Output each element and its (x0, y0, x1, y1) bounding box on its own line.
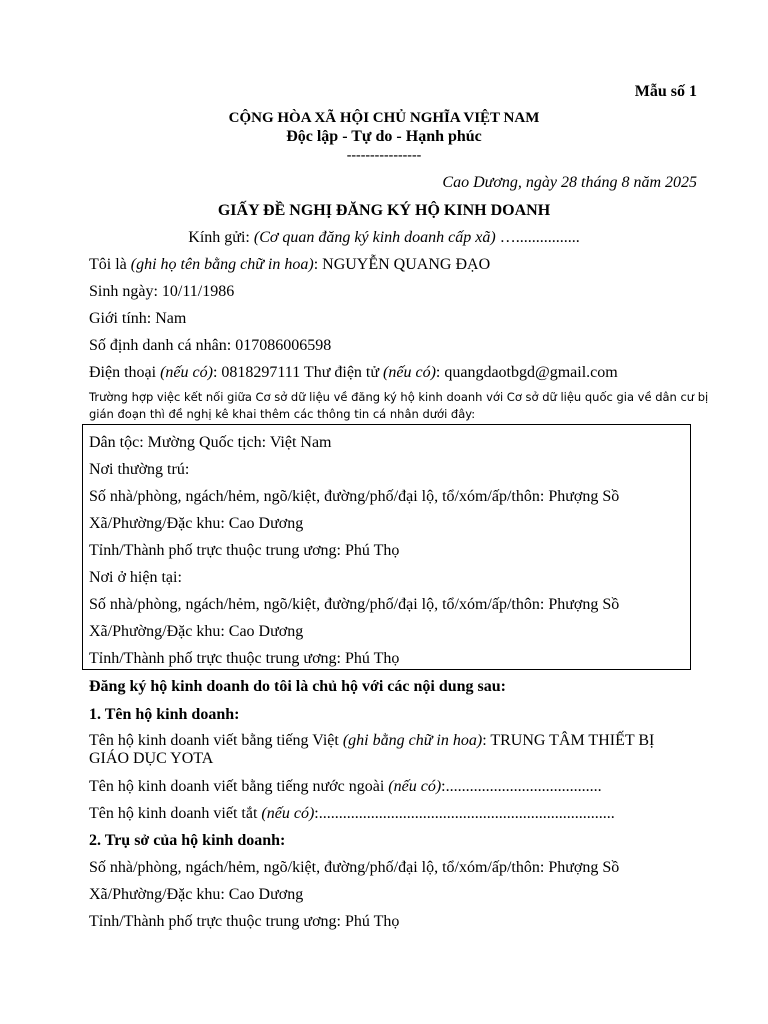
phone-hint: (nếu có) (160, 364, 213, 381)
country-heading: CỘNG HÒA XÃ HỘI CHỦ NGHĨA VIỆT NAM (228, 110, 540, 126)
business-name-short-label: Tên hộ kinh doanh viết tắt (89, 805, 262, 822)
business-name-foreign-label: Tên hộ kinh doanh viết bằng tiếng nước ngoài (89, 778, 389, 795)
permanent-ward: Xã/Phường/Đặc khu: Cao Dương (89, 515, 304, 532)
business-name-viet-label: Tên hộ kinh doanh viết bằng tiếng Việt (89, 732, 343, 749)
document-title: GIẤY ĐỀ NGHỊ ĐĂNG KÝ HỘ KINH DOANH (217, 202, 551, 219)
id-number: Số định danh cá nhân: 017086006598 (89, 337, 332, 354)
headquarters-province: Tỉnh/Thành phố trực thuộc trung ương: Phú Thọ (89, 913, 400, 930)
phone-label: Điện thoại (89, 364, 161, 381)
registration-intro: Đăng ký hộ kinh doanh do tôi là chủ hộ với các nội dung sau: (89, 678, 506, 695)
business-name-vietnamese (89, 731, 654, 751)
permanent-street: Số nhà/phòng, ngách/hẻm, ngõ/kiệt, đường/phố/đại lộ, tổ/xóm/ấp/thôn: Phượng Sồ (89, 488, 620, 505)
permanent-residence-label: Nơi thường trú: (89, 461, 190, 478)
applicant-name-hint: (ghi họ tên bằng chữ in hoa) (130, 256, 314, 273)
recipient-value: (Cơ quan đăng ký kinh doanh cấp xã) (253, 229, 496, 246)
business-name-short (89, 804, 615, 824)
ethnicity-nationality: Dân tộc: Mường Quốc tịch: Việt Nam (89, 434, 332, 451)
form-number: Mẫu số 1 (634, 83, 697, 100)
contact-line (89, 363, 618, 383)
recipient-label: Kính gửi: (188, 229, 254, 246)
headquarters-ward: Xã/Phường/Đặc khu: Cao Dương (89, 886, 304, 903)
business-name-foreign (89, 777, 602, 797)
recipient-line (0, 228, 768, 248)
note-line-2: gián đoạn thì đề nghị kê khai thêm các thông tin cá nhân dưới đây: (89, 407, 476, 421)
business-name-foreign-hint: (nếu có) (388, 778, 442, 795)
applicant-name-line (89, 255, 490, 275)
gender: Giới tính: Nam (89, 310, 187, 327)
business-name-short-value: :.......................................................................... (314, 805, 615, 822)
place-date: Cao Dương, ngày 28 tháng 8 năm 2025 (442, 174, 697, 191)
current-residence-label: Nơi ở hiện tại: (89, 569, 182, 586)
phone-value: : 0818297111 Thư điện tử (212, 364, 384, 381)
recipient-dots: …................ (495, 229, 580, 246)
business-name-viet-value: : TRUNG TÂM THIẾT BỊ (482, 732, 655, 749)
business-name-vietnamese-line2: GIÁO DỤC YOTA (89, 750, 214, 767)
applicant-name-label: Tôi là (89, 256, 131, 273)
email-value: : quangdaotbgd@gmail.com (435, 364, 618, 381)
note-line-1: Trường hợp việc kết nối giữa Cơ sở dữ liệu về đăng ký hộ kinh doanh với Cơ sở dữ liệu quốc gia về dân cư bị (89, 390, 709, 404)
motto: Độc lập - Tự do - Hạnh phúc (286, 128, 482, 145)
applicant-name-value: : NGUYỄN QUANG ĐẠO (313, 256, 491, 273)
header-divider: ---------------- (346, 148, 422, 163)
headquarters-street: Số nhà/phòng, ngách/hẻm, ngõ/kiệt, đường/phố/đại lộ, tổ/xóm/ấp/thôn: Phượng Sồ (89, 859, 620, 876)
date-of-birth: Sinh ngày: 10/11/1986 (89, 283, 235, 300)
section-1-heading: 1. Tên hộ kinh doanh: (89, 706, 240, 723)
current-province: Tỉnh/Thành phố trực thuộc trung ương: Phú Thọ (89, 650, 400, 667)
current-ward: Xã/Phường/Đặc khu: Cao Dương (89, 623, 304, 640)
email-hint: (nếu có) (383, 364, 436, 381)
section-2-heading: 2. Trụ sở của hộ kinh doanh: (89, 832, 286, 849)
business-name-foreign-value: :....................................... (441, 778, 602, 795)
business-name-short-hint: (nếu có) (261, 805, 315, 822)
current-street: Số nhà/phòng, ngách/hẻm, ngõ/kiệt, đường/phố/đại lộ, tổ/xóm/ấp/thôn: Phượng Sồ (89, 596, 620, 613)
business-name-viet-hint: (ghi bằng chữ in hoa) (342, 732, 483, 749)
permanent-province: Tỉnh/Thành phố trực thuộc trung ương: Phú Thọ (89, 542, 400, 559)
